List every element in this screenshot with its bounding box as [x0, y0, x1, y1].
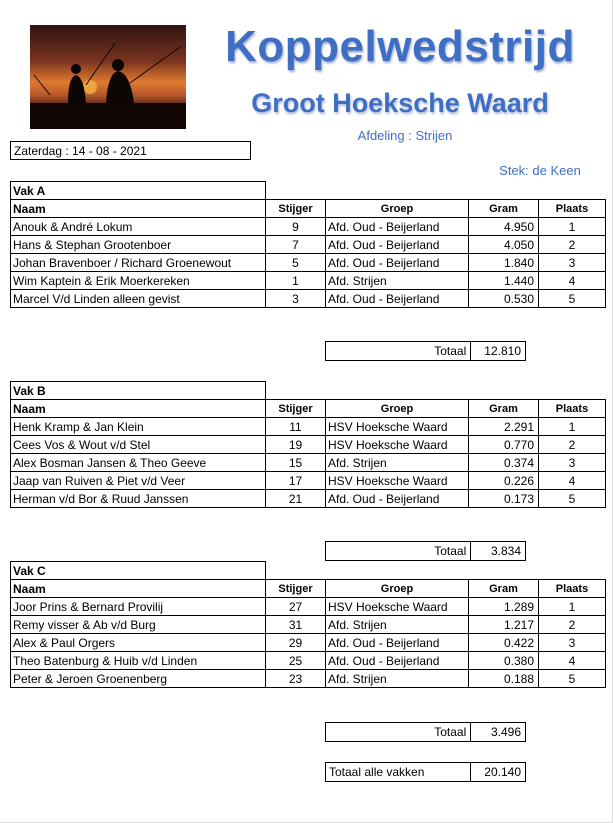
vak-a-table [10, 181, 606, 308]
cell-gram: 0.770 [469, 436, 539, 454]
cell-gram: 0.422 [469, 634, 539, 652]
cell-plaats: 4 [539, 472, 606, 490]
cell-groep: Afd. Oud - Beijerland [326, 490, 469, 508]
table-row [11, 490, 606, 508]
cell-stijger: 21 [266, 490, 326, 508]
cell-naam: Herman v/d Bor & Ruud Janssen [11, 490, 266, 508]
cell-gram: 0.380 [469, 652, 539, 670]
cell-naam: Marcel V/d Linden alleen gevist [11, 290, 266, 308]
cell-plaats: 2 [539, 616, 606, 634]
afdeling-label: Afdeling : Strijen [357, 128, 453, 143]
cell-plaats: 1 [539, 418, 606, 436]
cell-gram: 4.050 [469, 236, 539, 254]
cell-groep: Afd. Strijen [326, 272, 469, 290]
table-row [11, 436, 606, 454]
cell-naam: Jaap van Ruiven & Piet v/d Veer [11, 472, 266, 490]
vak-b-table [10, 381, 606, 508]
cell-groep: Afd. Oud - Beijerland [326, 634, 469, 652]
cell-gram: 4.950 [469, 218, 539, 236]
col-gram: Gram [469, 200, 539, 218]
cell-stijger: 31 [266, 616, 326, 634]
cell-stijger: 27 [266, 598, 326, 616]
page-subtitle: Groot Hoeksche Waard [251, 88, 549, 118]
col-gram: Gram [469, 580, 539, 598]
cell-plaats: 2 [539, 236, 606, 254]
table-row [11, 290, 606, 308]
col-plaats: Plaats [539, 580, 606, 598]
cell-naam: Johan Bravenboer / Richard Groenewout [11, 254, 266, 272]
cell-stijger: 25 [266, 652, 326, 670]
cell-naam: Hans & Stephan Grootenboer [11, 236, 266, 254]
vak-title: Vak B [11, 382, 266, 400]
total-value: 3.496 [490, 725, 521, 739]
col-stijger: Stijger [266, 580, 326, 598]
cell-groep: HSV Hoeksche Waard [326, 598, 469, 616]
cell-naam: Alex & Paul Orgers [11, 634, 266, 652]
cell-naam: Joor Prins & Bernard Provilij [11, 598, 266, 616]
cell-plaats: 3 [539, 634, 606, 652]
cell-stijger: 9 [266, 218, 326, 236]
table-row [11, 236, 606, 254]
cell-groep: Afd. Oud - Beijerland [326, 290, 469, 308]
cell-plaats: 3 [539, 454, 606, 472]
cell-gram: 1.840 [469, 254, 539, 272]
cell-gram: 0.374 [469, 454, 539, 472]
vak-b-total [325, 541, 526, 561]
cell-plaats: 2 [539, 436, 606, 454]
vak-title: Vak A [11, 182, 266, 200]
table-row [11, 598, 606, 616]
table-row [11, 472, 606, 490]
cell-plaats: 1 [539, 598, 606, 616]
col-groep: Groep [326, 400, 469, 418]
cell-plaats: 3 [539, 254, 606, 272]
cell-plaats: 5 [539, 490, 606, 508]
cell-naam: Anouk & André Lokum [11, 218, 266, 236]
cell-stijger: 7 [266, 236, 326, 254]
vak-title: Vak C [11, 562, 266, 580]
cell-naam: Alex Bosman Jansen & Theo Geeve [11, 454, 266, 472]
cell-gram: 1.217 [469, 616, 539, 634]
cell-plaats: 1 [539, 218, 606, 236]
cell-groep: Afd. Oud - Beijerland [326, 652, 469, 670]
cell-stijger: 23 [266, 670, 326, 688]
cell-naam: Henk Kramp & Jan Klein [11, 418, 266, 436]
col-naam: Naam [11, 200, 266, 218]
cell-stijger: 17 [266, 472, 326, 490]
cell-stijger: 15 [266, 454, 326, 472]
col-naam: Naam [11, 400, 266, 418]
anglers-sunset-photo [30, 25, 186, 129]
total-value: 12.810 [484, 344, 521, 358]
total-label: Totaal [326, 723, 471, 741]
page-title: Koppelwedstrijd [225, 22, 575, 71]
cell-plaats: 5 [539, 290, 606, 308]
col-plaats: Plaats [539, 400, 606, 418]
cell-groep: Afd. Oud - Beijerland [326, 254, 469, 272]
cell-gram: 0.188 [469, 670, 539, 688]
total-value: 3.834 [490, 544, 521, 558]
cell-stijger: 29 [266, 634, 326, 652]
cell-stijger: 5 [266, 254, 326, 272]
vak-a-total [325, 341, 526, 361]
col-gram: Gram [469, 400, 539, 418]
cell-naam: Wim Kaptein & Erik Moerkereken [11, 272, 266, 290]
col-stijger: Stijger [266, 400, 326, 418]
table-row [11, 670, 606, 688]
total-label: Totaal [326, 542, 471, 560]
col-plaats: Plaats [539, 200, 606, 218]
cell-naam: Peter & Jeroen Groenenberg [11, 670, 266, 688]
cell-groep: Afd. Strijen [326, 670, 469, 688]
cell-naam: Remy visser & Ab v/d Burg [11, 616, 266, 634]
col-groep: Groep [326, 200, 469, 218]
cell-stijger: 11 [266, 418, 326, 436]
grand-total [325, 762, 526, 782]
cell-naam: Theo Batenburg & Huib v/d Linden [11, 652, 266, 670]
table-row [11, 652, 606, 670]
cell-groep: HSV Hoeksche Waard [326, 436, 469, 454]
date-box: Zaterdag : 14 - 08 - 2021 [10, 141, 251, 160]
cell-stijger: 19 [266, 436, 326, 454]
table-row [11, 218, 606, 236]
vak-c-table [10, 561, 606, 688]
cell-groep: Afd. Strijen [326, 616, 469, 634]
cell-plaats: 4 [539, 652, 606, 670]
col-groep: Groep [326, 580, 469, 598]
table-row [11, 272, 606, 290]
table-row [11, 254, 606, 272]
grand-total-label: Totaal alle vakken [326, 763, 471, 781]
vak-c-total [325, 722, 526, 742]
cell-gram: 0.173 [469, 490, 539, 508]
cell-groep: Afd. Strijen [326, 454, 469, 472]
cell-gram: 0.530 [469, 290, 539, 308]
total-label: Totaal [326, 342, 471, 360]
table-row [11, 454, 606, 472]
cell-groep: Afd. Oud - Beijerland [326, 218, 469, 236]
col-stijger: Stijger [266, 200, 326, 218]
cell-groep: Afd. Oud - Beijerland [326, 236, 469, 254]
cell-gram: 1.289 [469, 598, 539, 616]
col-naam: Naam [11, 580, 266, 598]
cell-gram: 2.291 [469, 418, 539, 436]
table-row [11, 634, 606, 652]
cell-groep: HSV Hoeksche Waard [326, 418, 469, 436]
table-row [11, 616, 606, 634]
cell-gram: 0.226 [469, 472, 539, 490]
table-row [11, 418, 606, 436]
stek-label: Stek: de Keen [499, 163, 581, 178]
cell-plaats: 4 [539, 272, 606, 290]
grand-total-value: 20.140 [484, 765, 521, 779]
cell-groep: HSV Hoeksche Waard [326, 472, 469, 490]
cell-stijger: 3 [266, 290, 326, 308]
cell-stijger: 1 [266, 272, 326, 290]
cell-plaats: 5 [539, 670, 606, 688]
cell-gram: 1.440 [469, 272, 539, 290]
cell-naam: Cees Vos & Wout v/d Stel [11, 436, 266, 454]
